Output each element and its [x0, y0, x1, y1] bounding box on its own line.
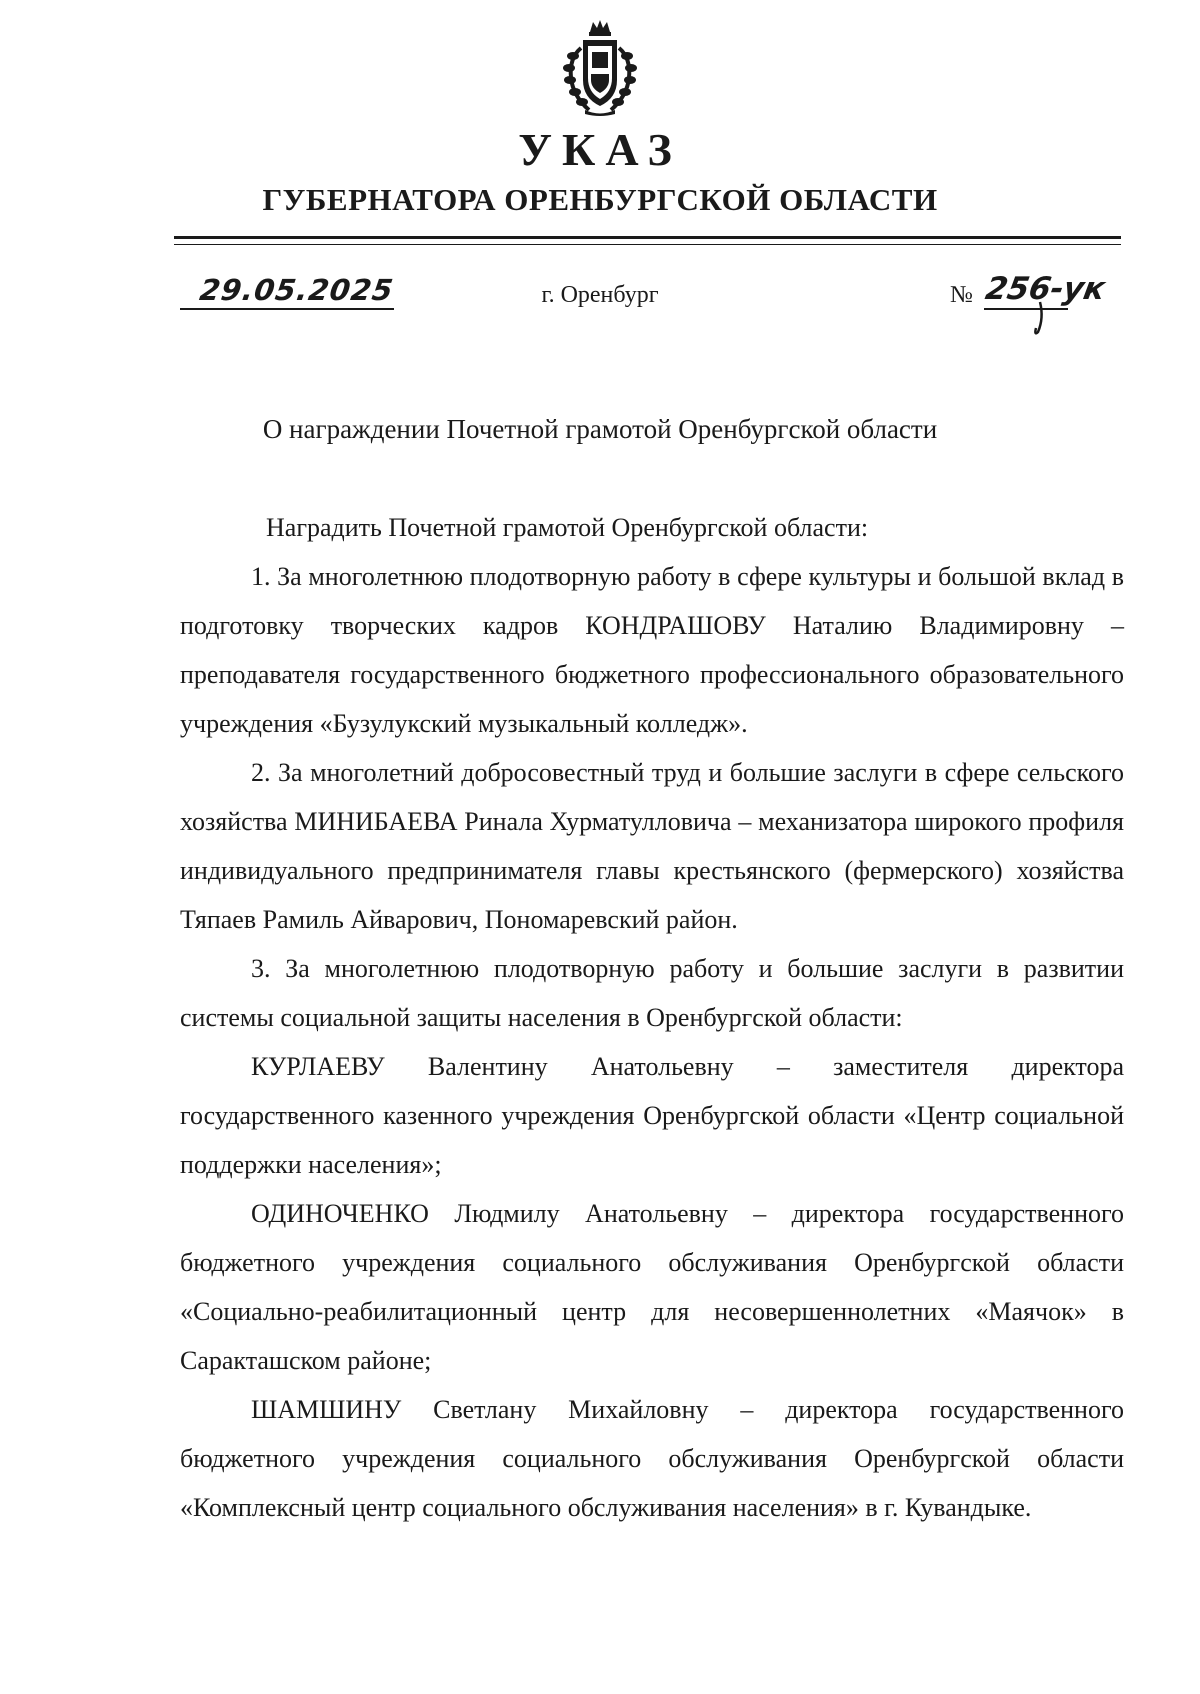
document-number	[950, 270, 1130, 330]
award-recipient: ШАМШИНУ Светлану Михайловну – директора государственного бюджетного учреждения социального обслуживания Оренбургской области «Комплексный центр социального обслуживания населения» в г. Кувандыке.	[180, 1395, 1124, 1522]
award-recipient: КУРЛАЕВУ Валентину Анатольевну – заместителя директора государственного казенного учреждения Оренбургской области «Центр социальной поддержки населения»;	[180, 1052, 1124, 1179]
number-flourish	[1026, 298, 1066, 338]
award-item-2: 2. За многолетний добросовестный труд и большие заслуги в сфере сельского хозяйства МИНИБАЕВА Ринала Хурматулловича – механизатора широкого профиля индивидуального предпринимателя главы крестьянского (фермерского) хозяйства Тяпаев Рамиль Айварович, Пономаревский район.	[180, 758, 1124, 934]
document-body	[180, 503, 1124, 1532]
document-subtitle: ГУБЕРНАТОРА ОРЕНБУРГСКОЙ ОБЛАСТИ	[262, 182, 938, 217]
document-city: г. Оренбург	[541, 282, 659, 308]
number-handwritten: 256-ук	[982, 271, 1109, 307]
body-intro: Наградить Почетной грамотой Оренбургской области:	[266, 513, 869, 542]
coat-of-arms-icon	[555, 18, 645, 118]
award-recipient: ОДИНОЧЕНКО Людмилу Анатольевну – директора государственного бюджетного учреждения социального обслуживания Оренбургской области «Социально-реабилитационный центр для несовершеннолетних «Маячок» в Саракташском районе;	[180, 1199, 1124, 1375]
header-divider-thick	[174, 236, 1121, 239]
date-handwritten: 29.05.2025	[197, 273, 396, 307]
document-subject: О награждении Почетной грамотой Оренбургской области	[262, 414, 938, 444]
award-item-3: 3. За многолетнюю плодотворную работу и большие заслуги в развитии системы социальной защиты населения в Оренбургской области:	[180, 954, 1124, 1032]
document-title: УКАЗ	[518, 124, 682, 175]
header-divider-thin	[174, 244, 1121, 245]
award-item-1: 1. За многолетнюю плодотворную работу в сфере культуры и большой вклад в подготовку творческих кадров КОНДРАШОВУ Наталию Владимировну – преподавателя государственного бюджетного профессионального образовательного учреждения «Бузулукский музыкальный колледж».	[180, 562, 1124, 738]
number-sign: №	[950, 282, 973, 308]
